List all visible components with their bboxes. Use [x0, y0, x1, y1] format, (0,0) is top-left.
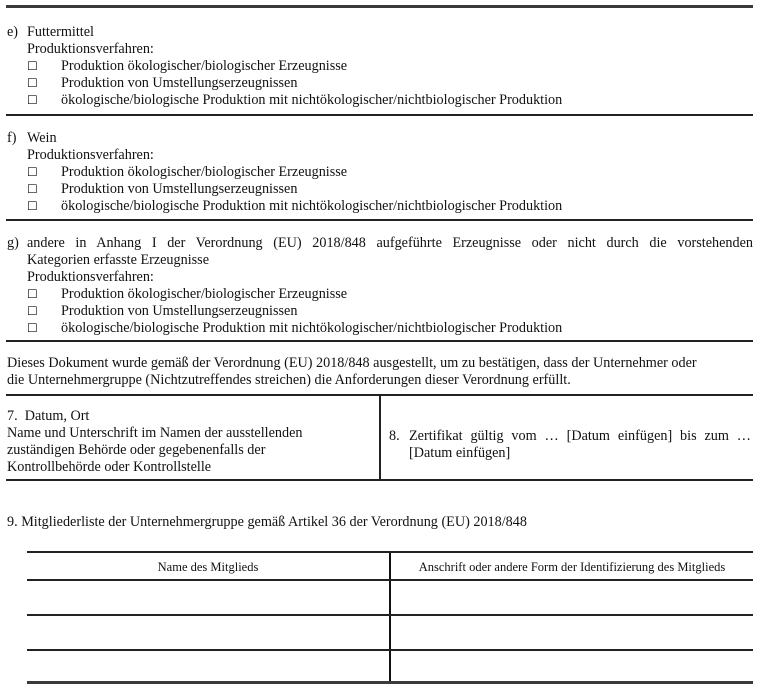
checkbox-icon[interactable]: ☐ [27, 287, 38, 301]
field-7-date-place[interactable] [7, 408, 367, 476]
section-letter: g) [7, 235, 19, 251]
option-conversion[interactable] [7, 181, 753, 198]
section-9-title: 9. Mitgliederliste der Unternehmergruppe gemäß Artikel 36 der Verordnung (EU) 2018/848 [7, 514, 527, 530]
field-description: Kontrollbehörde oder Kontrollstelle [7, 459, 212, 475]
checkbox-icon[interactable]: ☐ [27, 182, 38, 196]
table-row [27, 614, 753, 649]
option-label: Produktion von Umstellungserzeugnissen [61, 75, 298, 91]
option-mixed[interactable] [7, 198, 753, 215]
production-method-label: Produktionsverfahren: [27, 41, 154, 57]
member-address-cell[interactable] [391, 581, 753, 614]
section-g-other [7, 235, 753, 337]
option-label: ökologische/biologische Produktion mit nichtökologischer/nichtbiologischer Produktion [61, 92, 563, 108]
section-letter: e) [7, 24, 19, 40]
checkbox-icon[interactable]: ☐ [27, 199, 38, 213]
option-conversion[interactable] [7, 75, 753, 92]
checkbox-icon[interactable]: ☐ [27, 59, 38, 73]
option-label: ökologische/biologische Produktion mit nichtökologischer/nichtbiologischer Produktion [61, 198, 563, 214]
validity-text: Zertifikat gültig vom … [Datum einfügen] bis zum … [409, 428, 751, 444]
option-organic[interactable] [7, 164, 753, 181]
table-row [27, 579, 753, 614]
section-letter: f) [7, 130, 17, 146]
section-label: Futtermittel [27, 24, 94, 40]
section-label: Wein [27, 130, 57, 146]
option-label: Produktion von Umstellungserzeugnissen [61, 303, 298, 319]
section-divider [6, 114, 753, 116]
production-method-label: Produktionsverfahren: [27, 269, 154, 285]
statement-line: die Unternehmergruppe (Nichtzutreffendes streichen) die Anforderungen dieser Verordnung erfüllt. [7, 372, 571, 388]
checkbox-icon[interactable]: ☐ [27, 93, 38, 107]
field-title: Datum, Ort [24, 408, 90, 424]
checkbox-icon[interactable]: ☐ [27, 165, 38, 179]
option-label: ökologische/biologische Produktion mit nichtökologischer/nichtbiologischer Produktion [61, 320, 563, 336]
option-mixed[interactable] [7, 92, 753, 109]
section-divider [6, 219, 753, 221]
option-label: Produktion ökologischer/biologischer Erzeugnisse [61, 164, 348, 180]
column-header-name: Name des Mitglieds [27, 553, 391, 579]
option-label: Produktion ökologischer/biologischer Erzeugnisse [61, 286, 348, 302]
member-list-table [27, 551, 753, 684]
member-name-cell[interactable] [27, 651, 391, 681]
certification-statement [7, 355, 753, 389]
field-number: 8. [389, 428, 400, 444]
member-address-cell[interactable] [391, 616, 753, 649]
signature-validity-box [6, 394, 753, 481]
member-name-cell[interactable] [27, 616, 391, 649]
section-e-feed [7, 24, 753, 109]
section-label: andere in Anhang I der Verordnung (EU) 2018/848 aufgeführte Erzeugnisse oder nicht durch die vorstehenden [27, 235, 753, 251]
section-f-wine [7, 130, 753, 215]
field-description: zuständigen Behörde oder gegebenenfalls der [7, 442, 266, 458]
option-organic[interactable] [7, 58, 753, 75]
section-divider [6, 340, 753, 342]
option-label: Produktion ökologischer/biologischer Erzeugnisse [61, 58, 348, 74]
field-8-validity[interactable] [389, 428, 751, 462]
production-method-label: Produktionsverfahren: [27, 147, 154, 163]
field-description: Name und Unterschrift im Namen der ausstellenden [7, 425, 303, 441]
field-number: 7. [7, 408, 18, 424]
checkbox-icon[interactable]: ☐ [27, 321, 38, 335]
section-label-continued: Kategorien erfasste Erzeugnisse [27, 252, 209, 268]
top-rule [6, 5, 753, 8]
column-header-address: Anschrift oder andere Form der Identifizierung des Mitglieds [418, 560, 726, 574]
member-name-cell[interactable] [27, 581, 391, 614]
option-mixed[interactable] [7, 320, 753, 337]
table-row [27, 649, 753, 684]
member-address-cell[interactable] [391, 651, 753, 681]
option-label: Produktion von Umstellungserzeugnissen [61, 181, 298, 197]
option-conversion[interactable] [7, 303, 753, 320]
column-divider [379, 396, 381, 479]
table-header-row [27, 551, 753, 579]
option-organic[interactable] [7, 286, 753, 303]
statement-line: Dieses Dokument wurde gemäß der Verordnung (EU) 2018/848 ausgestellt, um zu bestätigen, dass der Unternehmer oder [7, 355, 697, 371]
validity-text: [Datum einfügen] [409, 445, 511, 461]
checkbox-icon[interactable]: ☐ [27, 304, 38, 318]
checkbox-icon[interactable]: ☐ [27, 76, 38, 90]
